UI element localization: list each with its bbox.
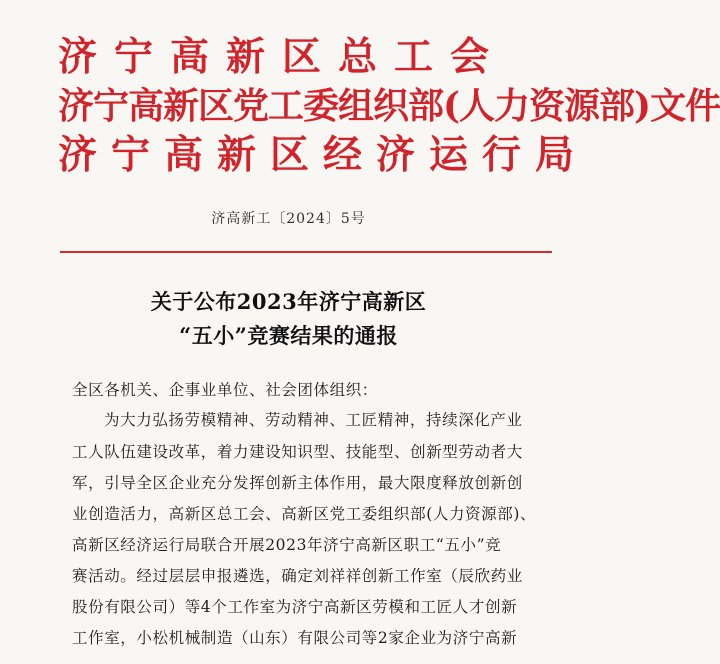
- body-line-6: 赛活动。经过层层申报遴选，确定刘祥祥创新工作室（辰欣药业: [72, 567, 523, 585]
- body-line-2: 工人队伍建设改革，着力建设知识型、技能型、创新型劳动者大: [72, 443, 523, 461]
- body-line-3: 军，引导全区企业充分发挥创新主体作用，最大限度释放创新创: [72, 474, 523, 492]
- body-line-5: 高新区经济运行局联合开展2023年济宁高新区职工“五小”竞: [72, 536, 502, 554]
- document-title-line-2: “五小”竞赛结果的通报: [179, 323, 398, 348]
- red-divider: [60, 251, 552, 253]
- issuer-line-2: 济宁高新区党工委组织部(人力资源部)文件: [58, 85, 720, 127]
- body-line-8: 工作室，小松机械制造（山东）有限公司等2家企业为济宁高新: [72, 629, 518, 647]
- salutation: 全区各机关、企事业单位、社会团体组织：: [72, 381, 378, 399]
- issuer-line-1: 济宁高新区总工会: [58, 34, 507, 80]
- body-line-4: 业创造活力，高新区总工会、高新区党工委组织部(人力资源部)、: [72, 505, 537, 523]
- document-number: 济高新工〔2024〕5号: [211, 211, 366, 227]
- body-line-1: 为大力弘扬劳模精神、劳动精神、工匠精神，持续深化产业: [104, 411, 523, 429]
- body-line-7: 股份有限公司）等4个工作室为济宁高新区劳模和工匠人才创新: [72, 598, 518, 616]
- issuer-line-3: 济宁高新区经济运行局: [58, 132, 589, 178]
- document-title-line-1: 关于公布2023年济宁高新区: [150, 289, 427, 314]
